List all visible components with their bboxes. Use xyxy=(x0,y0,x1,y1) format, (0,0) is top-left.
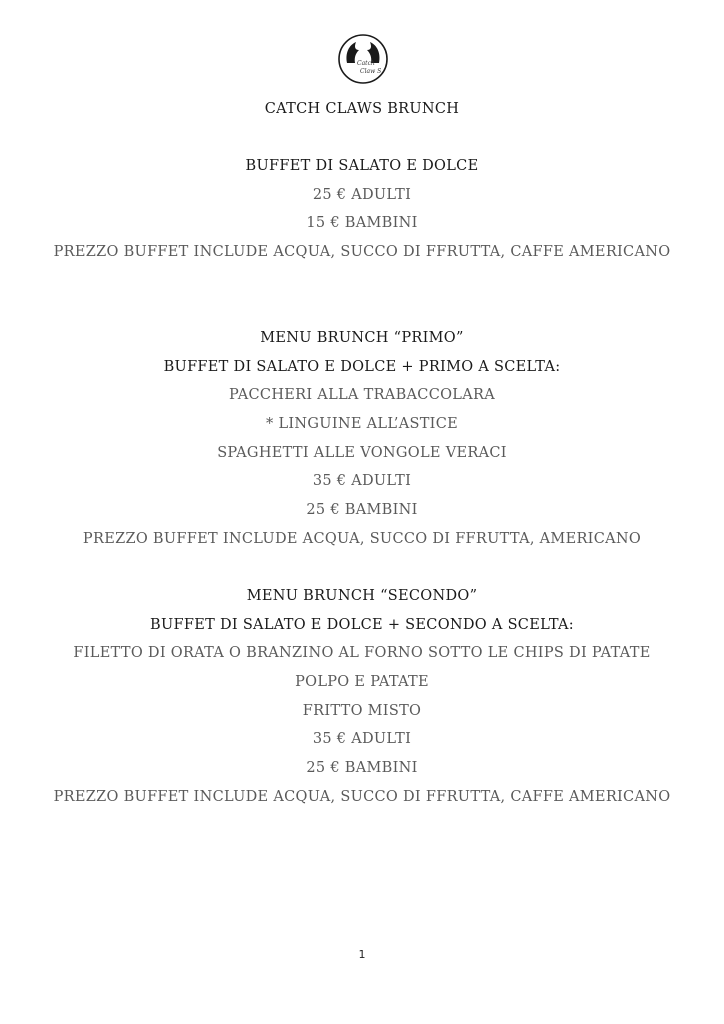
section2-item: * LINGUINE ALL’ASTICE xyxy=(266,416,458,432)
logo-text-bottom: Claw S xyxy=(360,68,382,75)
page-number: 1 xyxy=(358,948,366,961)
section2-item: SPAGHETTI ALLE VONGOLE VERACI xyxy=(217,445,507,461)
logo-text-top: Catch xyxy=(357,60,375,67)
section3-item: POLPO E PATATE xyxy=(295,674,429,690)
page-title: CATCH CLAWS BRUNCH xyxy=(264,101,460,117)
section3-item: FRITTO MISTO xyxy=(302,703,422,719)
section2-price-children: 25 € BAMBINI xyxy=(306,502,418,518)
crab-claws-logo-icon xyxy=(337,33,389,85)
section3-price-adults: 35 € ADULTI xyxy=(312,731,412,747)
section1-includes: PREZZO BUFFET INCLUDE ACQUA, SUCCO DI FFRUTTA, CAFFE AMERICANO xyxy=(53,244,671,260)
section2-item: PACCHERI ALLA TRABACCOLARA xyxy=(229,387,495,403)
section1-title: BUFFET DI SALATO E DOLCE xyxy=(245,158,479,174)
section3-subtitle: BUFFET DI SALATO E DOLCE + SECONDO A SCELTA: xyxy=(150,617,574,633)
section2-includes: PREZZO BUFFET INCLUDE ACQUA, SUCCO DI FFRUTTA, AMERICANO xyxy=(82,531,642,547)
section3-item: FILETTO DI ORATA O BRANZINO AL FORNO SOTTO LE CHIPS DI PATATE xyxy=(73,645,651,661)
section2-title: MENU BRUNCH “PRIMO” xyxy=(260,330,464,346)
section1-price-adults: 25 € ADULTI xyxy=(312,187,412,203)
section3-price-children: 25 € BAMBINI xyxy=(306,760,418,776)
section1-price-children: 15 € BAMBINI xyxy=(306,215,418,231)
section2-subtitle: BUFFET DI SALATO E DOLCE + PRIMO A SCELTA: xyxy=(163,359,561,375)
section3-includes: PREZZO BUFFET INCLUDE ACQUA, SUCCO DI FFRUTTA, CAFFE AMERICANO xyxy=(53,789,671,805)
section3-title: MENU BRUNCH “SECONDO” xyxy=(246,588,478,604)
section2-price-adults: 35 € ADULTI xyxy=(312,473,412,489)
